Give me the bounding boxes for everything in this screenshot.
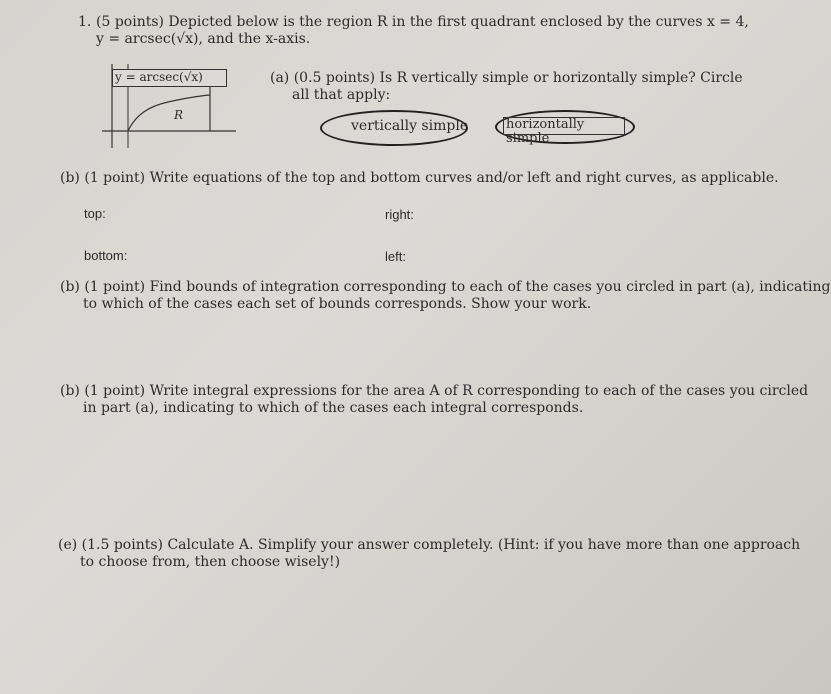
curve-label-box — [112, 69, 227, 87]
part-b2-line2: to which of the cases each set of bounds corresponds. Show your work. — [83, 296, 592, 312]
part-e-line2: to choose from, then choose wisely!) — [80, 554, 341, 570]
label-left: left: — [385, 249, 406, 264]
option-vertically-simple[interactable]: vertically simple — [351, 118, 469, 134]
part-b1-text: (b) (1 point) Write equations of the top and bottom curves and/or left and right curves, as applicable. — [60, 170, 779, 186]
label-top: top: — [84, 206, 106, 221]
part-a-line2: all that apply: — [292, 87, 391, 103]
option-horizontally-simple[interactable]: horizontally simple — [506, 117, 585, 146]
horizontally-simple-box — [503, 117, 625, 146]
region-label: R — [174, 108, 184, 122]
part-b2-line1: (b) (1 point) Find bounds of integration corresponding to each of the cases you circled in part (a), indicating — [60, 279, 831, 295]
part-a-line1: (a) (0.5 points) Is R vertically simple or horizontally simple? Circle — [270, 70, 743, 86]
curve-label: y = arcsec(√x) — [115, 70, 203, 84]
problem-header-line1: (5 points) Depicted below is the region R in the first quadrant enclosed by the curves x = 4, — [96, 14, 749, 30]
problem-header-line2: y = arcsec(√x), and the x-axis. — [96, 31, 311, 47]
part-b3-line2: in part (a), indicating to which of the cases each integral corresponds. — [83, 400, 584, 416]
arcsec-curve — [128, 95, 210, 131]
label-right: right: — [385, 207, 414, 222]
label-bottom: bottom: — [84, 248, 128, 263]
part-e-line1: (e) (1.5 points) Calculate A. Simplify your answer completely. (Hint: if you have more than one approach — [58, 537, 801, 553]
part-b3-line1: (b) (1 point) Write integral expressions for the area A of R corresponding to each of the cases you circled — [60, 383, 809, 399]
problem-number: 1. — [78, 14, 92, 30]
